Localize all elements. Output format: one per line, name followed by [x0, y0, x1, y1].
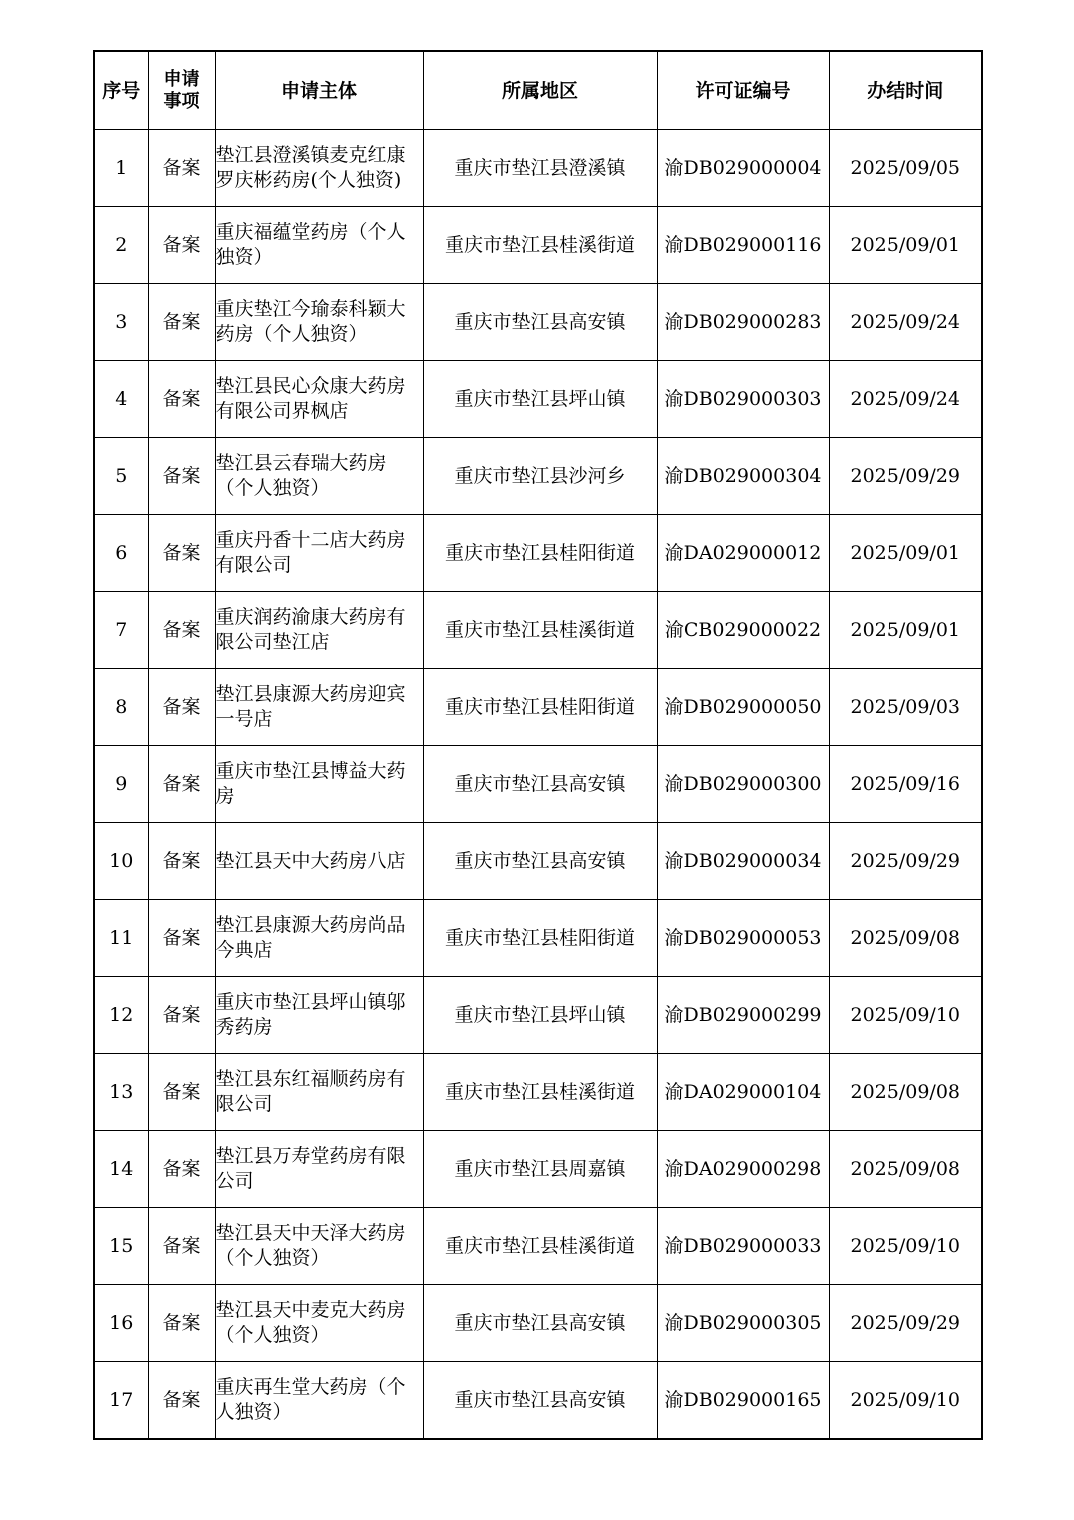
cell-subject: 垫江县民心众康大药房有限公司界枫店 — [215, 361, 423, 438]
cell-date: 2025/09/08 — [829, 1054, 982, 1131]
cell-region: 重庆市垫江县桂溪街道 — [423, 1208, 657, 1285]
cell-seq: 15 — [94, 1208, 148, 1285]
cell-seq: 11 — [94, 900, 148, 977]
cell-region: 重庆市垫江县桂溪街道 — [423, 592, 657, 669]
cell-subject: 重庆润药渝康大药房有限公司垫江店 — [215, 592, 423, 669]
cell-date: 2025/09/01 — [829, 515, 982, 592]
cell-seq: 3 — [94, 284, 148, 361]
cell-subject: 垫江县康源大药房迎宾一号店 — [215, 669, 423, 746]
cell-item: 备案 — [148, 669, 215, 746]
table-row — [94, 1131, 982, 1208]
cell-date: 2025/09/24 — [829, 361, 982, 438]
cell-date: 2025/09/01 — [829, 207, 982, 284]
cell-license: 渝DA029000012 — [657, 515, 829, 592]
cell-license: 渝DA029000104 — [657, 1054, 829, 1131]
cell-item: 备案 — [148, 1362, 215, 1440]
cell-seq: 5 — [94, 438, 148, 515]
cell-region: 重庆市垫江县澄溪镇 — [423, 130, 657, 207]
cell-date: 2025/09/29 — [829, 438, 982, 515]
cell-subject: 垫江县万寿堂药房有限公司 — [215, 1131, 423, 1208]
cell-item: 备案 — [148, 130, 215, 207]
cell-date: 2025/09/29 — [829, 1285, 982, 1362]
cell-date: 2025/09/10 — [829, 1362, 982, 1440]
cell-subject: 重庆再生堂大药房（个人独资） — [215, 1362, 423, 1440]
cell-license: 渝DB029000165 — [657, 1362, 829, 1440]
cell-date: 2025/09/24 — [829, 284, 982, 361]
cell-seq: 9 — [94, 746, 148, 823]
table-row — [94, 592, 982, 669]
cell-subject: 重庆市垫江县博益大药房 — [215, 746, 423, 823]
cell-license: 渝DB029000303 — [657, 361, 829, 438]
cell-region: 重庆市垫江县桂阳街道 — [423, 515, 657, 592]
table-row — [94, 207, 982, 284]
table-row — [94, 284, 982, 361]
cell-license: 渝CB029000022 — [657, 592, 829, 669]
header-license: 许可证编号 — [657, 51, 829, 130]
cell-item: 备案 — [148, 1285, 215, 1362]
cell-item: 备案 — [148, 207, 215, 284]
header-seq: 序号 — [94, 51, 148, 130]
table-row — [94, 746, 982, 823]
cell-item: 备案 — [148, 515, 215, 592]
cell-seq: 7 — [94, 592, 148, 669]
table-row — [94, 438, 982, 515]
cell-subject: 垫江县云春瑞大药房（个人独资） — [215, 438, 423, 515]
cell-license: 渝DB029000283 — [657, 284, 829, 361]
table-header-row — [94, 51, 982, 130]
cell-item: 备案 — [148, 592, 215, 669]
cell-date: 2025/09/10 — [829, 1208, 982, 1285]
cell-region: 重庆市垫江县桂溪街道 — [423, 207, 657, 284]
cell-license: 渝DB029000304 — [657, 438, 829, 515]
cell-date: 2025/09/10 — [829, 977, 982, 1054]
table-row — [94, 1208, 982, 1285]
cell-item: 备案 — [148, 900, 215, 977]
cell-region: 重庆市垫江县高安镇 — [423, 823, 657, 900]
cell-license: 渝DB029000004 — [657, 130, 829, 207]
cell-item: 备案 — [148, 977, 215, 1054]
table-row — [94, 361, 982, 438]
table-row — [94, 900, 982, 977]
cell-region: 重庆市垫江县高安镇 — [423, 1285, 657, 1362]
cell-subject: 重庆丹香十二店大药房有限公司 — [215, 515, 423, 592]
header-region: 所属地区 — [423, 51, 657, 130]
cell-seq: 8 — [94, 669, 148, 746]
cell-subject: 重庆垫江今瑜泰科颖大药房（个人独资） — [215, 284, 423, 361]
cell-seq: 10 — [94, 823, 148, 900]
cell-item: 备案 — [148, 284, 215, 361]
cell-seq: 14 — [94, 1131, 148, 1208]
table-row — [94, 1054, 982, 1131]
cell-date: 2025/09/29 — [829, 823, 982, 900]
cell-date: 2025/09/05 — [829, 130, 982, 207]
cell-region: 重庆市垫江县沙河乡 — [423, 438, 657, 515]
header-subject: 申请主体 — [215, 51, 423, 130]
cell-license: 渝DB029000299 — [657, 977, 829, 1054]
header-item: 申请事项 — [148, 51, 215, 130]
cell-license: 渝DB029000053 — [657, 900, 829, 977]
table-row — [94, 669, 982, 746]
header-date: 办结时间 — [829, 51, 982, 130]
records-table — [93, 50, 983, 1440]
cell-license: 渝DB029000033 — [657, 1208, 829, 1285]
cell-item: 备案 — [148, 361, 215, 438]
table-row — [94, 1285, 982, 1362]
cell-subject: 重庆福蕴堂药房（个人独资） — [215, 207, 423, 284]
cell-license: 渝DB029000050 — [657, 669, 829, 746]
cell-item: 备案 — [148, 1054, 215, 1131]
cell-item: 备案 — [148, 823, 215, 900]
cell-subject: 重庆市垫江县坪山镇邬秀药房 — [215, 977, 423, 1054]
cell-subject: 垫江县天中麦克大药房（个人独资） — [215, 1285, 423, 1362]
cell-seq: 16 — [94, 1285, 148, 1362]
cell-subject: 垫江县天中天泽大药房（个人独资） — [215, 1208, 423, 1285]
cell-license: 渝DB029000300 — [657, 746, 829, 823]
cell-region: 重庆市垫江县高安镇 — [423, 284, 657, 361]
cell-item: 备案 — [148, 438, 215, 515]
cell-region: 重庆市垫江县高安镇 — [423, 746, 657, 823]
cell-license: 渝DB029000305 — [657, 1285, 829, 1362]
cell-seq: 1 — [94, 130, 148, 207]
cell-subject: 垫江县东红福顺药房有限公司 — [215, 1054, 423, 1131]
cell-region: 重庆市垫江县坪山镇 — [423, 361, 657, 438]
cell-seq: 2 — [94, 207, 148, 284]
cell-license: 渝DB029000034 — [657, 823, 829, 900]
cell-seq: 17 — [94, 1362, 148, 1440]
cell-item: 备案 — [148, 746, 215, 823]
cell-date: 2025/09/03 — [829, 669, 982, 746]
cell-item: 备案 — [148, 1208, 215, 1285]
cell-region: 重庆市垫江县坪山镇 — [423, 977, 657, 1054]
cell-region: 重庆市垫江县桂阳街道 — [423, 900, 657, 977]
cell-date: 2025/09/01 — [829, 592, 982, 669]
table-row — [94, 515, 982, 592]
table-row — [94, 823, 982, 900]
cell-seq: 12 — [94, 977, 148, 1054]
cell-seq: 4 — [94, 361, 148, 438]
cell-license: 渝DA029000298 — [657, 1131, 829, 1208]
cell-seq: 13 — [94, 1054, 148, 1131]
cell-subject: 垫江县康源大药房尚品今典店 — [215, 900, 423, 977]
cell-region: 重庆市垫江县桂阳街道 — [423, 669, 657, 746]
cell-subject: 垫江县澄溪镇麦克红康罗庆彬药房(个人独资) — [215, 130, 423, 207]
cell-region: 重庆市垫江县周嘉镇 — [423, 1131, 657, 1208]
cell-date: 2025/09/16 — [829, 746, 982, 823]
cell-license: 渝DB029000116 — [657, 207, 829, 284]
document-page — [93, 50, 981, 1440]
table-row — [94, 977, 982, 1054]
cell-item: 备案 — [148, 1131, 215, 1208]
cell-region: 重庆市垫江县桂溪街道 — [423, 1054, 657, 1131]
cell-seq: 6 — [94, 515, 148, 592]
table-row — [94, 130, 982, 207]
cell-region: 重庆市垫江县高安镇 — [423, 1362, 657, 1440]
cell-date: 2025/09/08 — [829, 900, 982, 977]
cell-date: 2025/09/08 — [829, 1131, 982, 1208]
table-row — [94, 1362, 982, 1440]
cell-subject: 垫江县天中大药房八店 — [215, 823, 423, 900]
